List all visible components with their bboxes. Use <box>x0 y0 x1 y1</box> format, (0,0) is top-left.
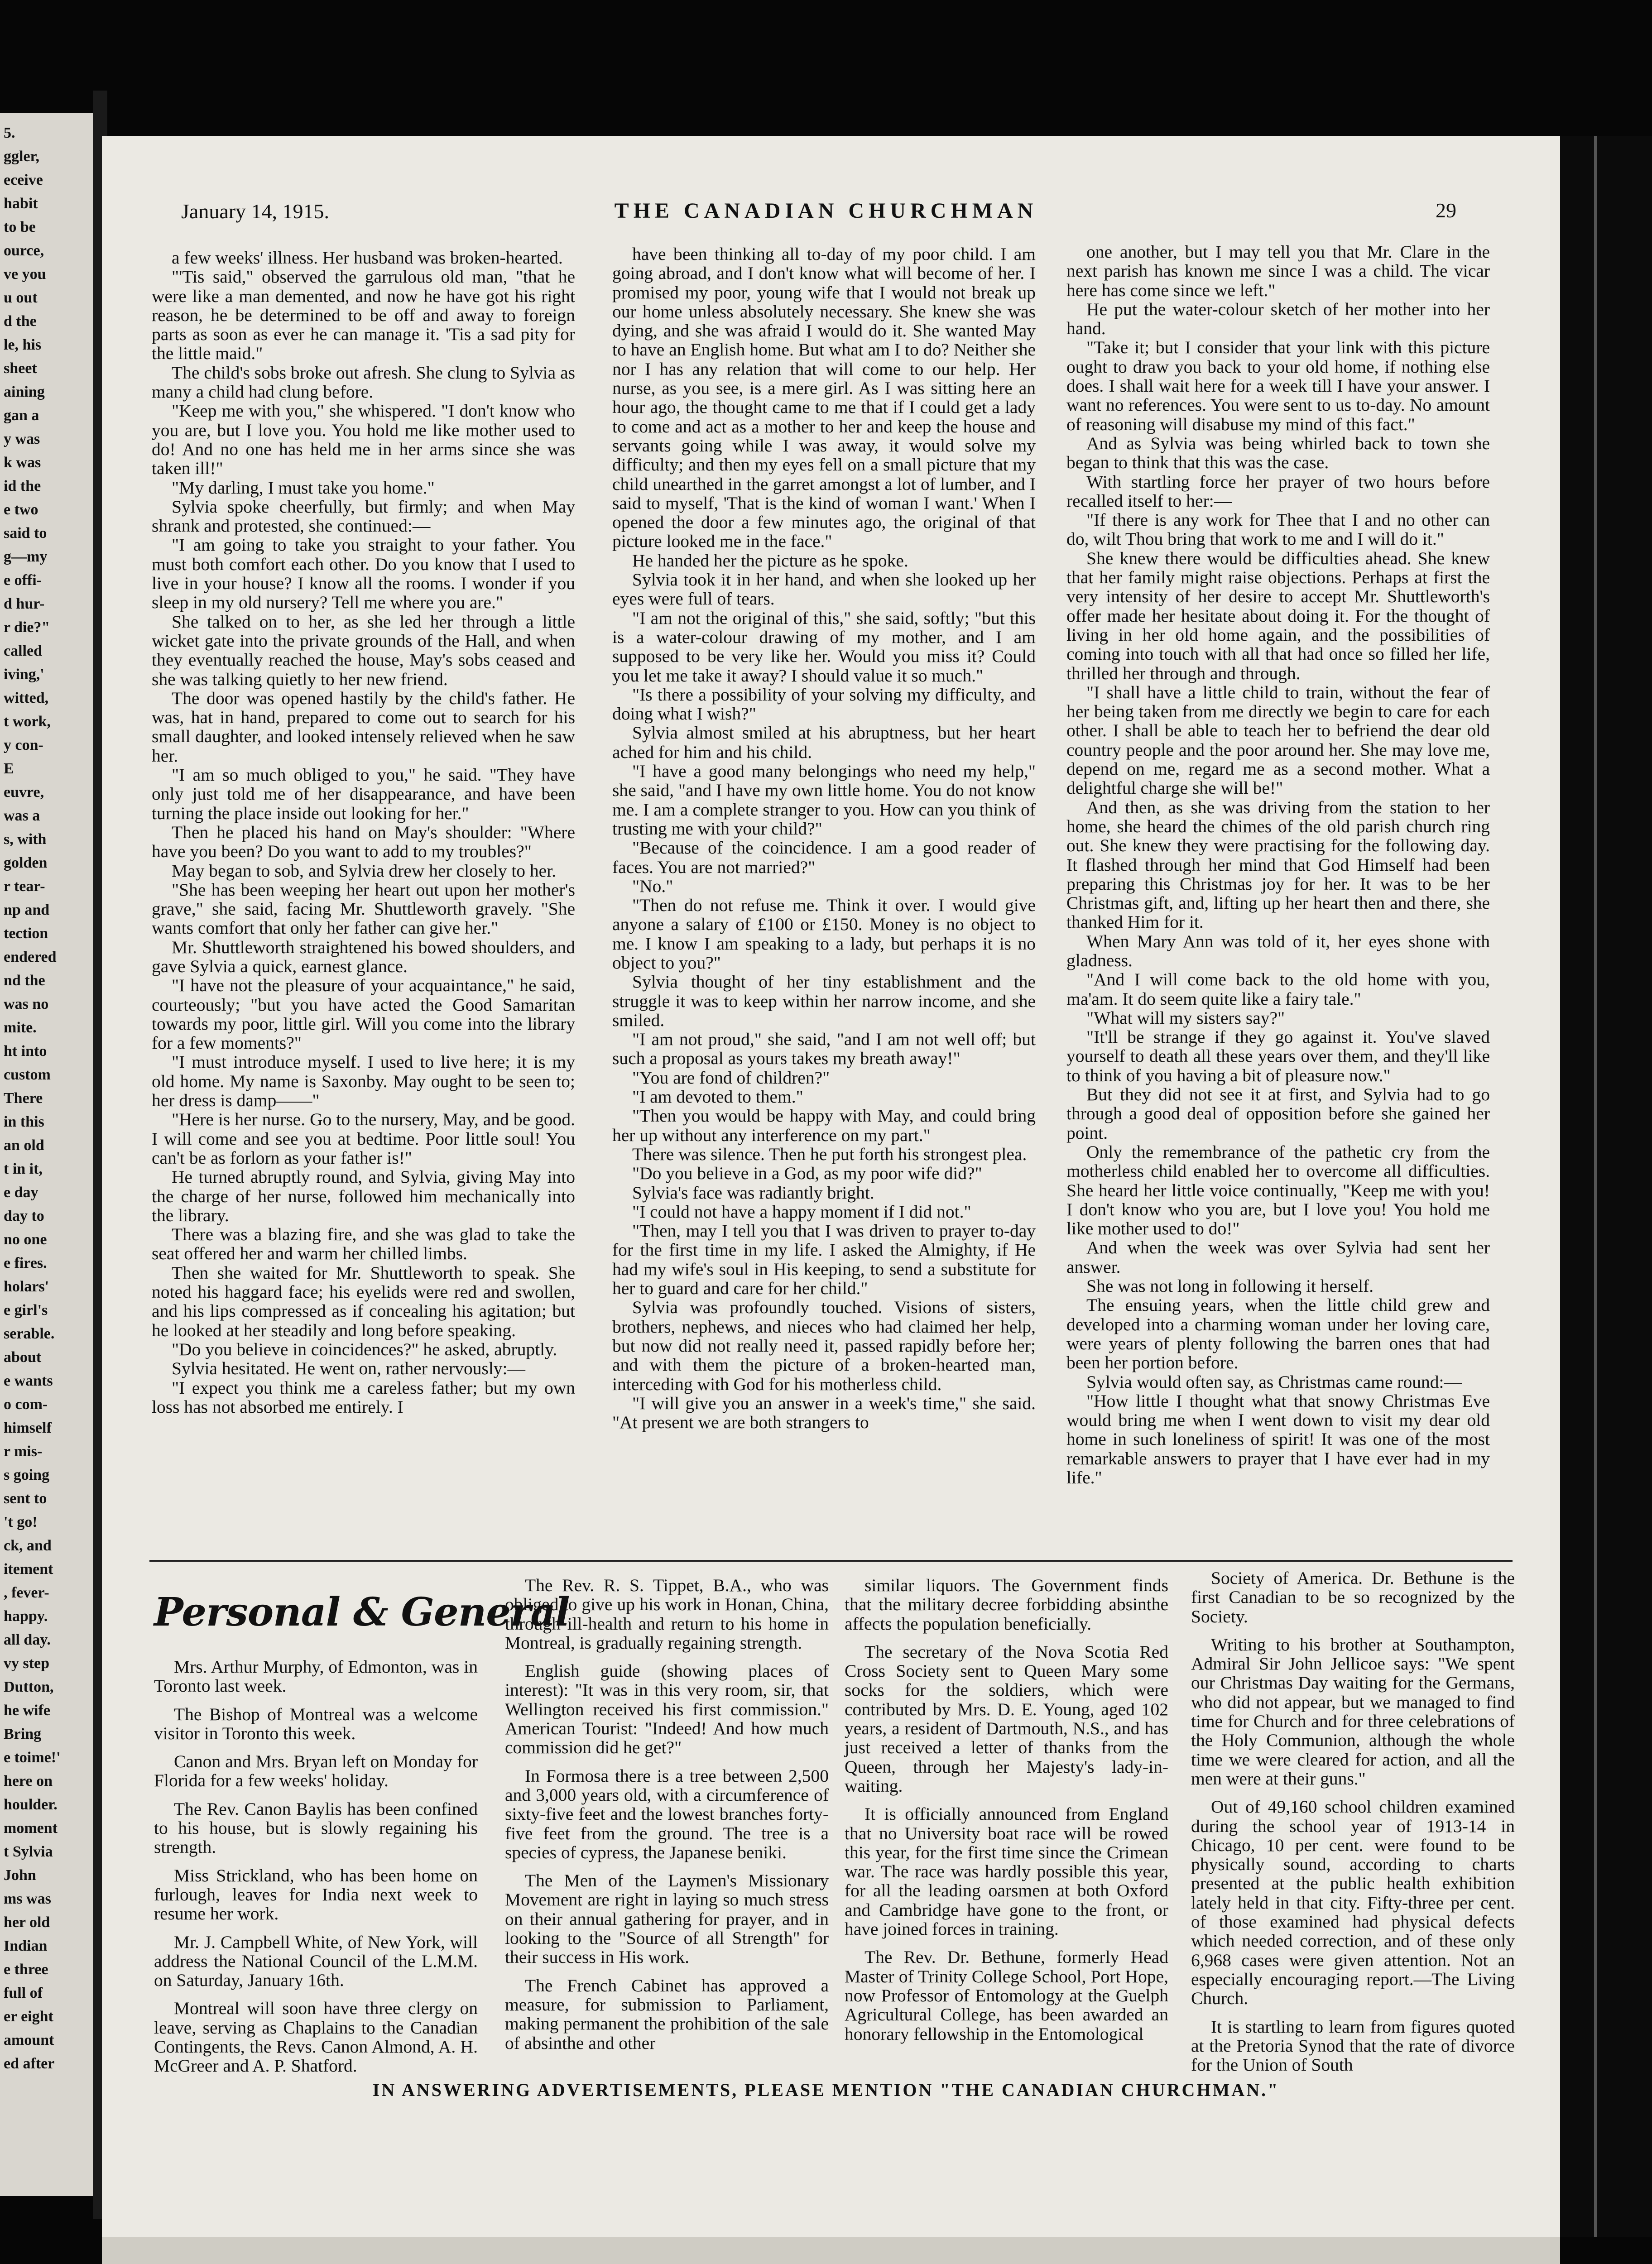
adjacent-page-fragment: witted, <box>4 690 49 706</box>
adjacent-page-fragment: e fires. <box>4 1255 47 1271</box>
paragraph: The secretary of the Nova Scotia Red Cross Society sent to Queen Mary some socks for the soldiers, which were contributed by Mrs. D. E. Young, aged 102 years, a resident of Dartmouth, N.S., and has just received a letter of thanks from the Queen, through her Majesty's lady-in-waiting. <box>845 1641 1168 1796</box>
adjacent-page-fragment: said to <box>4 525 47 542</box>
paragraph: The Bishop of Montreal was a welcome visitor in Toronto this week. <box>154 1704 478 1743</box>
paragraph: "She has been weeping her heart out upon her mother's grave," she said, facing Mr. Shuttleworth gravely. "She wants comfort that only her father can give her." <box>152 879 575 938</box>
adjacent-page-fragment: endered <box>4 949 57 965</box>
paragraph: Miss Strickland, who has been home on furlough, leaves for India next week to resume her work. <box>154 1865 478 1924</box>
adjacent-page-fragment: vy step <box>4 1655 50 1672</box>
adjacent-page-fragment: u out <box>4 289 38 306</box>
paragraph: "Do you believe in a God, as my poor wife did?" <box>632 1163 982 1184</box>
adjacent-page-fragment: iving,' <box>4 666 44 683</box>
paragraph: "How little I thought what that snowy Christmas Eve would bring me when I went down to visit my dear old home in such loneliness of spirit! It was one of the most remarkable answers to prayer that I have ever had in my life." <box>1066 1391 1490 1487</box>
paragraph: He handed her the picture as he spoke. <box>632 550 908 571</box>
adjacent-page-fragment: e day <box>4 1184 38 1201</box>
adjacent-page-fragment: about <box>4 1349 42 1366</box>
adjacent-page-fragment: moment <box>4 1820 58 1837</box>
paragraph: And then, as she was driving from the station to her home, she heard the chimes of the old parish church ring out. She knew they were practising for the following day. It flashed through her mind that God Himself had been preparing this Christmas joy for her. It was to be her Christmas gift, and, lifting up her heart then and there, she thanked Him for it. <box>1066 797 1490 932</box>
paragraph: "My darling, I must take you home." <box>172 477 435 498</box>
paragraph: "I have a good many belongings who need my help," she said, "and I have my own little home. You do not know me. I am a complete stranger to you. How can you think of trusting me with your child?" <box>612 761 1036 839</box>
paragraph: Mr. J. Campbell White, of New York, will address the National Council of the L.M.M. on Saturday, January 16th. <box>154 1932 478 1991</box>
adjacent-page-fragment: himself <box>4 1420 52 1436</box>
adjacent-page-fragment: an old <box>4 1137 44 1154</box>
adjacent-page-strip <box>0 113 93 2196</box>
paragraph: "What will my sisters say?" <box>1086 1007 1285 1028</box>
paragraph: "I will give you an answer in a week's time," she said. "At present we are both strangers to <box>612 1393 1036 1433</box>
adjacent-page-fragment: full of <box>4 1985 43 2001</box>
adjacent-page-fragment: t Sylvia <box>4 1843 53 1860</box>
paragraph: Sylvia thought of her tiny establishment and the struggle it was to keep within her narrow income, and she smiled. <box>612 972 1036 1030</box>
paragraph: "If there is any work for Thee that I and no other can do, wilt Thou bring that work to me and I will do it." <box>1066 510 1490 549</box>
paragraph: But they did not see it at first, and Sylvia had to go through a good deal of opposition before she gained her point. <box>1066 1084 1490 1143</box>
paragraph: "Take it; but I consider that your link with this picture ought to draw you back to your old home, if nothing else does. I shall wait here for a week till I have your answer. I want no references. You were sent to us to-day. No amount of reasoning will disabuse my mind of this fact." <box>1066 337 1490 434</box>
adjacent-page-fragment: holars' <box>4 1278 49 1295</box>
paragraph: Sylvia took it in her hand, and when she looked up her eyes were full of tears. <box>612 570 1036 609</box>
adjacent-page-fragment: o com- <box>4 1396 48 1413</box>
page-edge <box>1560 136 1652 2237</box>
paragraph: "Is there a possibility of your solving my difficulty, and doing what I wish?" <box>612 684 1036 724</box>
adjacent-page-fragment: custom <box>4 1066 51 1083</box>
adjacent-page-fragment: ource, <box>4 242 44 259</box>
adjacent-page-fragment: y con- <box>4 737 43 753</box>
paragraph: She knew there would be difficulties ahead. She knew that her family might raise objections. Perhaps at first the very intensity of her desire to accept Mr. Shuttleworth's offer made her hesitate about doing it. For the thought of living in her old home again, and the possibilities of coming into touch with all that had once so filled her life, thrilled her through and through. <box>1066 548 1490 683</box>
news-column-2 <box>505 1576 829 2062</box>
adjacent-page-fragment: here on <box>4 1773 53 1789</box>
paragraph: "I am not the original of this," she said, softly; "but this is a water-colour drawing of my mother, and I am supposed to be very like her. Would you miss it? Could you let me take it away? I should value it so much." <box>612 608 1036 686</box>
paragraph: "It'll be strange if they go against it. You've slaved yourself to death all these years over them, and they'll like to think of you having a bit of pleasure now." <box>1066 1027 1490 1085</box>
paragraph: She was not long in following it herself. <box>1086 1276 1374 1296</box>
adjacent-page-fragment: er eight <box>4 2008 53 2025</box>
adjacent-page-fragment: euvre, <box>4 784 44 801</box>
paragraph: The Rev. Dr. Bethune, formerly Head Master of Trinity College School, Port Hope, now Professor of Entomology at the Guelph Agricultural College, has been awarded an honorary fellowship in the Entomological <box>845 1947 1168 2044</box>
paragraph: She talked on to her, as she led her through a little wicket gate into the private grounds of the Hall, and when they eventually reached the house, May's sobs ceased and she was talking quietly to her new friend. <box>152 611 575 689</box>
adjacent-page-fragment: gan a <box>4 407 39 424</box>
adjacent-page-fragment: np and <box>4 902 50 918</box>
adjacent-page-fragment: There <box>4 1090 43 1107</box>
paragraph: "I must introduce myself. I used to live here; it is my old home. My name is Saxonby. May ought to be seen to; her dress is damp——" <box>152 1052 575 1111</box>
paragraph: The ensuing years, when the little child grew and developed into a charming woman under her loving care, were years of plenty following the barren ones that had been her portion before. <box>1066 1295 1490 1373</box>
paragraph: have been thinking all to-day of my poor child. I am going abroad, and I don't know what will become of her. I promised my poor, young wife that I would not break up our home unless absolutely necessary. She knew she was dying, and she was afraid I would do it. She wanted May to have an English home. But what am I to do? Neither she nor I has any relation that will come to our help. Her nurse, as you see, is a mere girl. As I was sitting here an hour ago, the thought came to me that if I could get a lady to come and act as a mother to her and keep the house and servants going while I was away, it would solve my difficulty; and then my eyes fell on a small picture that my child unearthed in the garret amongst a lot of lumber, and I said to myself, 'That is the kind of woman I want.' When I opened the door a few minutes ago, the original of that picture looked me in the face." <box>612 244 1036 552</box>
adjacent-page-fragment: r mis- <box>4 1443 43 1460</box>
news-column-3 <box>845 1576 1168 2053</box>
adjacent-page-fragment: to be <box>4 219 36 235</box>
story-column-3 <box>1066 242 1490 1487</box>
adjacent-page-fragment: ht into <box>4 1043 47 1060</box>
paragraph: The door was opened hastily by the child's father. He was, hat in hand, prepared to come out to search for his small daughter, and looked intensely relieved when he saw her. <box>152 688 575 766</box>
paragraph: It is startling to learn from figures quoted at the Pretoria Synod that the rate of divorce for the Union of South <box>1191 2016 1515 2075</box>
paragraph: Mrs. Arthur Murphy, of Edmonton, was in Toronto last week. <box>154 1657 478 1696</box>
paragraph: "I am devoted to them." <box>632 1087 803 1107</box>
paragraph: He put the water-colour sketch of her mother into her hand. <box>1066 299 1490 339</box>
paragraph: "I shall have a little child to train, without the fear of her being taken from me directly we begin to care for each other. I shall be able to teach her to befriend the dear old country people and the poor around her. She may love me, depend on me, regard me as a second mother. What a delightful charge she will be!" <box>1066 682 1490 798</box>
paragraph: "Then do not refuse me. Think it over. I would give anyone a salary of £100 or £150. Money is no object to me. I know I am speaking to a lady, but perhaps it is no object to you?" <box>612 895 1036 973</box>
section-divider <box>149 1560 1513 1562</box>
paragraph: Sylvia's face was radiantly bright. <box>632 1182 874 1203</box>
paragraph: "I am not proud," she said, "and I am not well off; but such a proposal as yours takes my breath away!" <box>612 1029 1036 1069</box>
paragraph: There was a blazing fire, and she was glad to take the seat offered her and warm her chilled limbs. <box>152 1224 575 1264</box>
adjacent-page-fragment: r tear- <box>4 878 45 895</box>
paragraph: "No." <box>632 876 673 896</box>
adjacent-page-fragment: aining <box>4 384 45 400</box>
adjacent-page-fragment: in this <box>4 1113 44 1130</box>
page-edge-line <box>1594 136 1597 2237</box>
paragraph: Out of 49,160 school children examined during the school year of 1913-14 in Chicago, 10 per cent. were found to be physically sound, according to charts presented at the public health exhibition lately held in that city. Fifty-three per cent. of those examined had physical defects which needed correction, and of these only 6,968 cases were given attention. Not an especially encouraging report.—The Living Church. <box>1191 1797 1515 2009</box>
adjacent-page-fragment: y was <box>4 431 40 447</box>
page-bottom-margin <box>102 2237 1560 2264</box>
adjacent-page-fragment: was a <box>4 807 40 824</box>
adjacent-page-fragment: day to <box>4 1208 44 1224</box>
adjacent-page-fragment: John <box>4 1867 36 1884</box>
adjacent-page-fragment: called <box>4 643 42 659</box>
paragraph: The child's sobs broke out afresh. She clung to Sylvia as many a child had clung before. <box>152 362 575 402</box>
paragraph: "Because of the coincidence. I am a good reader of faces. You are not married?" <box>612 838 1036 877</box>
adjacent-page-fragment: all day. <box>4 1631 51 1648</box>
story-column-1 <box>152 248 575 1416</box>
paragraph: "Then, may I tell you that I was driven to prayer to-day for the first time in my life. I asked the Almighty, if He had my wife's soul in His keeping, to send a substitute for her to guard and care for her child." <box>612 1221 1036 1299</box>
adjacent-page-fragment: Bring <box>4 1726 42 1742</box>
adjacent-page-fragment: was no <box>4 996 49 1012</box>
paragraph: Sylvia hesitated. He went on, rather nervously:— <box>172 1358 526 1379</box>
adjacent-page-fragment: ggler, <box>4 148 40 165</box>
adjacent-page-fragment: houlder. <box>4 1796 58 1813</box>
adjacent-page-fragment: habit <box>4 195 38 212</box>
paragraph: And when the week was over Sylvia had sent her answer. <box>1066 1238 1490 1277</box>
paragraph: "'Tis said," observed the garrulous old man, "that he were like a man demented, and now he have got his right reason, he be determined to be off and away to foreign parts as soon as ever he can manage it. 'Tis a sad pity for the little maid." <box>152 267 575 364</box>
paragraph: The Men of the Laymen's Missionary Movement are right in laying so much stress on their annual gathering for prayer, and in looking to the "Source of all Strength" for their success in His work. <box>505 1871 829 1967</box>
adjacent-page-fragment: sheet <box>4 360 37 377</box>
paragraph: Only the remembrance of the pathetic cry from the motherless child enabled her to overcome all difficulties. She heard her little voice continually, "Keep me with you! I don't know who you are, but I love you! You hold me like mother used to do!" <box>1066 1142 1490 1239</box>
adjacent-page-fragment: Dutton, <box>4 1679 54 1695</box>
paragraph: May began to sob, and Sylvia drew her closely to her. <box>172 860 557 881</box>
paragraph: "I have not the pleasure of your acquaintance," he said, courteously; "but you have acted the Good Samaritan towards my poor, little girl. Will you come into the library for a few moments?" <box>152 975 575 1053</box>
adjacent-page-fragment: mite. <box>4 1019 37 1036</box>
paragraph: With startling force her prayer of two hours before recalled itself to her:— <box>1066 471 1490 511</box>
adjacent-page-fragment: d hur- <box>4 595 45 612</box>
paragraph: Sylvia almost smiled at his abruptness, but her heart ached for him and his child. <box>612 723 1036 762</box>
paragraph: He turned abruptly round, and Sylvia, giving May into the charge of her nurse, followed him mechanically into the library. <box>152 1167 575 1225</box>
paragraph: "And I will come back to the old home with you, ma'am. It do seem quite like a fairy tale." <box>1066 969 1490 1009</box>
adjacent-page-fragment: e two <box>4 501 38 518</box>
adjacent-page-fragment: le, his <box>4 336 42 353</box>
adjacent-page-fragment: , fever- <box>4 1584 49 1601</box>
paragraph: "You are fond of children?" <box>632 1067 830 1088</box>
adjacent-page-fragment: sent to <box>4 1490 47 1507</box>
adjacent-page-fragment: Indian <box>4 1938 48 1954</box>
paragraph: "I am so much obliged to you," he said. "They have only just told me of her disappearance, and have been turning the place inside out looking for her." <box>152 765 575 823</box>
adjacent-page-fragment: ck, and <box>4 1537 52 1554</box>
adjacent-page-fragment: e offi- <box>4 572 42 589</box>
adjacent-page-fragment: E <box>4 760 14 777</box>
adjacent-page-fragment: happy. <box>4 1608 48 1625</box>
adjacent-page-fragment: her old <box>4 1914 50 1931</box>
adjacent-page-fragment: s, with <box>4 831 47 848</box>
adjacent-page-fragment: e girl's <box>4 1302 48 1319</box>
adjacent-page-fragment: ms was <box>4 1890 51 1907</box>
adjacent-page-fragment: golden <box>4 854 48 871</box>
advertisement-notice: IN ANSWERING ADVERTISEMENTS, PLEASE MENTION "THE CANADIAN CHURCHMAN." <box>372 2080 1280 2100</box>
paragraph: Society of America. Dr. Bethune is the first Canadian to be so recognized by the Society. <box>1191 1568 1515 1626</box>
paragraph: It is officially announced from England that no University boat race will be rowed this year, for the first time since the Crimean war. The race was hardly possible this year, for all the leading oarsmen at both Oxford and Cambridge have gone to the front, or have joined forces in training. <box>845 1804 1168 1939</box>
adjacent-page-fragment: e wants <box>4 1372 53 1389</box>
paragraph: a few weeks' illness. Her husband was broken-hearted. <box>172 248 563 268</box>
paragraph: "Then you would be happy with May, and could bring her up without any interference on my part." <box>612 1106 1036 1145</box>
story-column-2 <box>612 245 1036 1432</box>
adjacent-page-fragment: 't go! <box>4 1514 38 1530</box>
paragraph: "I am going to take you straight to your father. You must both comfort each other. Do you know that I used to live in your house? I know all the rooms. I wonder if you sleep in my old nursery? Tell me where you are." <box>152 535 575 613</box>
paragraph: And as Sylvia was being whirled back to town she began to think that this was the case. <box>1066 433 1490 473</box>
paragraph: Sylvia was profoundly touched. Visions of sisters, brothers, nephews, and nieces who had claimed her help, but now did not really need it, passed rapidly before her; and with them the picture of a broken-hearted man, interceding with God for his motherless child. <box>612 1297 1036 1394</box>
paragraph: The French Cabinet has approved a measure, for submission to Parliament, making permanent the prohibition of the sale of absinthe and other <box>505 1975 829 2053</box>
paragraph: Mr. Shuttleworth straightened his bowed shoulders, and gave Sylvia a quick, earnest glance. <box>152 937 575 976</box>
section-heading: Personal & General <box>154 1589 570 1635</box>
paragraph: Canon and Mrs. Bryan left on Monday for Florida for a few weeks' holiday. <box>154 1751 478 1791</box>
adjacent-page-fragment: eceive <box>4 172 43 188</box>
paragraph: one another, but I may tell you that Mr. Clare in the next parish has known me since I was a child. The vicar here has come since we left." <box>1066 242 1490 300</box>
adjacent-page-fragment: ed after <box>4 2055 55 2072</box>
paragraph: Writing to his brother at Southampton, Admiral Sir John Jellicoe says: "We spent our Christmas Day waiting for the Germans, who did not appear, but we managed to find time for Church and for three celebrations of the Holy Communion, although the whole time we were cleared for action, and all the men were at their guns." <box>1191 1634 1515 1789</box>
adjacent-page-fragment: nd the <box>4 972 45 989</box>
paragraph: "Keep me with you," she whispered. "I don't know who you are, but I love you. You hold me like mother used to do! And no one has held me in her arms since she was taken ill!" <box>152 401 575 479</box>
adjacent-page-fragment: he wife <box>4 1702 50 1719</box>
paragraph: similar liquors. The Government finds that the military decree forbidding absinthe affects the population beneficially. <box>845 1575 1168 1634</box>
news-column-1 <box>154 1657 478 2085</box>
paragraph: "I could not have a happy moment if I did not." <box>632 1201 971 1222</box>
masthead-title: THE CANADIAN CHURCHMAN <box>614 199 1038 223</box>
adjacent-page-fragment: itement <box>4 1561 53 1578</box>
news-column-4 <box>1191 1568 1515 2083</box>
adjacent-page-fragment: 5. <box>4 125 15 141</box>
adjacent-page-fragment: ve you <box>4 266 46 283</box>
paragraph: The Rev. Canon Baylis has been confined to his house, but is slowly regaining his strength. <box>154 1799 478 1857</box>
adjacent-page-fragment: serable. <box>4 1325 55 1342</box>
paragraph: Sylvia would often say, as Christmas came round:— <box>1086 1372 1462 1392</box>
adjacent-page-fragment: no one <box>4 1231 47 1248</box>
paragraph: The Rev. R. S. Tippet, B.A., who was obliged to give up his work in Honan, China, through ill-health and return to his home in Montreal, is gradually regaining strength. <box>505 1575 829 1653</box>
adjacent-page-fragment: e three <box>4 1961 48 1978</box>
paragraph: English guide (showing places of interest): "It was in this very room, sir, that Wellington received his first commission." American Tourist: "Indeed! And how much commission did he get?" <box>505 1661 829 1758</box>
paragraph: Sylvia spoke cheerfully, but firmly; and when May shrank and protested, she continued:— <box>152 496 575 536</box>
paragraph: "Here is her nurse. Go to the nursery, May, and be good. I will come and see you at bedtime. Poor little soul! You can't be as forlorn as your father is!" <box>152 1109 575 1168</box>
issue-date: January 14, 1915. <box>181 200 330 223</box>
adjacent-page-fragment: s going <box>4 1467 50 1483</box>
adjacent-page-fragment: t work, <box>4 713 51 730</box>
paragraph: There was silence. Then he put forth his strongest plea. <box>632 1144 1027 1164</box>
paragraph: "Do you believe in coincidences?" he asked, abruptly. <box>172 1339 557 1359</box>
adjacent-page-fragment: k was <box>4 454 41 471</box>
adjacent-page-fragment: e toime!' <box>4 1749 61 1766</box>
paragraph: "I expect you think me a careless father; but my own loss has not absorbed me entirely. I <box>152 1377 575 1417</box>
page-number: 29 <box>1436 199 1456 222</box>
paragraph: Montreal will soon have three clergy on leave, serving as Chaplains to the Canadian Contingents, the Revs. Canon Almond, A. H. McGreer and A. P. Shatford. <box>154 1998 478 2076</box>
adjacent-page-fragment: id the <box>4 478 41 494</box>
adjacent-page-fragment: g—my <box>4 548 48 565</box>
paragraph: Then he placed his hand on May's shoulder: "Where have you been? Do you want to add to my troubles?" <box>152 822 575 862</box>
adjacent-page-fragment: tection <box>4 925 48 942</box>
paragraph: In Formosa there is a tree between 2,500 and 3,000 years old, with a circumference of sixty-five feet and the lowest branches forty-five feet from the ground. The tree is a species of cypress, the Japanese beniki. <box>505 1765 829 1862</box>
adjacent-page-fragment: d the <box>4 313 37 330</box>
adjacent-page-fragment: r die?" <box>4 619 50 636</box>
paragraph: When Mary Ann was told of it, her eyes shone with gladness. <box>1066 931 1490 970</box>
adjacent-page-fragment: t in it, <box>4 1161 43 1177</box>
paragraph: Then she waited for Mr. Shuttleworth to speak. She noted his haggard face; his eyelids were red and swollen, and his lips compressed as if concealing his agitation; but he looked at her steadily and long before speaking. <box>152 1262 575 1340</box>
adjacent-page-fragment: amount <box>4 2032 54 2048</box>
